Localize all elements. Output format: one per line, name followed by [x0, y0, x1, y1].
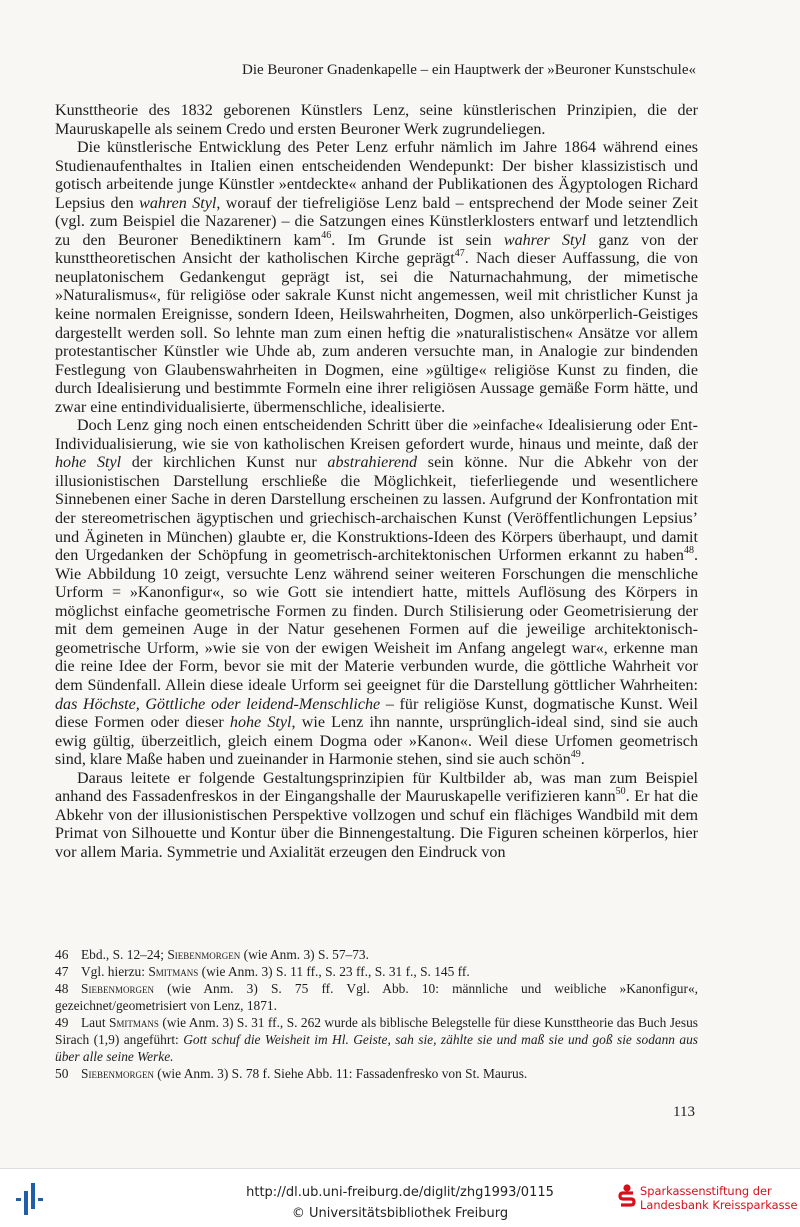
footnote-number: 48 [55, 981, 69, 996]
italic-emphasis: das Höchste, Göttliche oder leidend-Menschliche [55, 695, 381, 713]
author-name: Siebenmorgen [81, 1066, 154, 1081]
footnote-number: 47 [55, 964, 69, 979]
italic-emphasis: hohe Styl [55, 454, 122, 472]
sponsor-line-1: Sparkassenstiftung der [640, 1184, 772, 1198]
footnote [55, 946, 698, 963]
copyright-notice: © Universitätsbibliothek Freiburg [291, 1206, 509, 1221]
author-name: Smitmans [108, 1015, 159, 1030]
italic-emphasis: wahrer Styl [503, 231, 587, 249]
footnote-reference: 47 [454, 248, 465, 260]
text-run: (wie Anm. 3) S. 31 ff., S. 262 wurde als biblische Belegstelle für diese Kunsttheorie das Buch Jesus Sirach (1,9) angeführt: [55, 1015, 698, 1047]
text-run: – für religiöse Kunst, dogmatische Kunst. Weil diese Formen oder dieser [55, 695, 698, 732]
footnote-reference: 49 [570, 749, 581, 761]
text-run: Vgl. hierzu: [81, 964, 149, 979]
footnote [55, 1014, 698, 1065]
footnote-reference: 50 [615, 786, 626, 798]
document-url-link[interactable]: http://dl.ub.uni-freiburg.de/diglit/zhg1993/0115 [246, 1185, 554, 1200]
footnote [55, 963, 698, 980]
footnote [55, 1065, 698, 1082]
text-run: . [580, 751, 585, 769]
body-paragraph [55, 102, 698, 139]
italic-emphasis: Gott schuf die Weisheit im Hl. Geiste, sah sie, zählte sie und maß sie und goß sie sodann aus über alle seine Werke. [55, 1032, 699, 1064]
italic-emphasis: abstrahierend [327, 454, 418, 472]
page-number: 113 [673, 1104, 695, 1120]
footnote-number: 49 [55, 1015, 69, 1030]
author-name: Siebenmorgen [167, 947, 241, 962]
text-run: Die künstlerische Entwicklung des Peter Lenz erfuhr nämlich im Jahre 1864 während eines Studienaufenthaltes in Italien einen entscheidenden Wendepunkt: Der bisher klassizistisch und gotisch arbeitende junge Künstler »entdeckte« anhand der Publikationen des Ägyptologen Richard Lepsius den [55, 139, 698, 212]
text-run: sein könne. Nur die Abkehr von der illusionistischen Darstellung erschließe die Möglichkeit, tieferliegende und wesentlichere Sinnebenen einer Sache in deren Darstellung erscheinen zu lassen. Aufgrund der Konfrontation mit der stereometrischen ägyptischen und griechisch-archaischen Kunst (Veröffentlichungen Lepsius’ und Ägineten in München) glaubte er, die Konstruktions-Ideen des Körpers überhaupt, und damit den Urgedanken der Schöpfung in geometrisch-architektonischen Urformen erkannt zu haben [55, 454, 698, 565]
text-run: Laut [81, 1015, 109, 1030]
text-run: . Wie Abbildung 10 zeigt, versuchte Lenz während seiner weiteren Forschungen die menschliche Urform = »Kanonfigur«, so wie Gott sie intendiert hatte, mittels Auflösung des Körpers in möglichst einfache geometrische Formen zu finden. Durch Stilisierung oder Geometrisierung der mit dem gemeinen Auge in der Natur gesehenen Formen auf die jeweilige architektonisch-geometrische Urform, »wie sie von der ewigen Weisheit im Anfang angelegt war«, erkenne man die reine Idee der Form, bevor sie mit der Materie verbunden wurde, die göttliche Wahrheit vor dem Sündenfall. Allein diese ideale Urform sei geeignet für die Darstellung göttlicher Wahrheiten: [55, 547, 698, 694]
viewer-footer [0, 1168, 800, 1227]
body-paragraph [55, 417, 698, 769]
text-run: , worauf der tiefreligiöse Lenz bald – entsprechend der Mode seiner Zeit (vgl. zum Beispiel die Nazarener) – die Satzungen eines Künstlerklosters entwarf und letztendlich zu den Beuroner Benediktinern kam [55, 194, 698, 249]
text-run: , wie Lenz ihn nannte, ursprünglich-ideal sind, sind sie auch ewig gültig, überzeitlich, gleich einem Dogma oder »Kanon«. Weil diese Urfomen geometrisch sind, klare Maße haben und zueinander in Harmonie stehen, sind sie auch schön [55, 714, 699, 769]
footnote [55, 980, 698, 1014]
text-run: Doch Lenz ging noch einen entscheidenden Schritt über die »einfache« Idealisierung oder Ent-Individualisierung, wie sie von katholischen Kreisen gefordert wurde, hinaus und meinte, daß der [55, 417, 698, 453]
italic-emphasis: wahren Styl [139, 194, 217, 212]
text-run: (wie Anm. 3) S. 78 f. Siehe Abb. 11: Fassadenfresko von St. Maurus. [153, 1066, 528, 1081]
footnote-reference: 48 [683, 545, 694, 557]
body-paragraph [55, 139, 698, 417]
sparkasse-logo-icon [618, 1183, 636, 1209]
sponsor-text [640, 1184, 797, 1212]
footnote-reference: 46 [321, 229, 332, 241]
footnote-number: 46 [55, 947, 69, 962]
author-name: Smitmans [148, 964, 199, 979]
text-run: . Nach dieser Auffassung, die von neuplatonischem Gedankengut geprägt ist, sei die Naturnachahmung, der mimetische »Naturalismus«, für religiöse oder sakrale Kunst nicht angemessen, weil mit christlicher Kunst ja keine normalen Ereignisse, sondern Ideen, Heilswahrheiten, Dogmen, also unkörperlich-Geistiges dargestellt werden soll. So lehnte man zum einen heftig die »naturalistischen« Ansätze vor allem protestantischer Künstler wie Uhde ab, zum anderen versuchte man, in Analogie zur bindenden Festlegung von Glaubenswahrheiten in Dogmen, eine »gültige« religiöse Kunst zu finden, die durch Idealisierung und bestimmte Formeln eine ihrer religiösen Aussage gemäße Form hätte, und zwar eine entindividualisierte, übermenschliche, idealisierte. [55, 250, 698, 416]
text-run: (wie Anm. 3) S. 11 ff., S. 23 ff., S. 31 f., S. 145 ff. [198, 964, 470, 979]
text-run: . Er hat die Abkehr von der illusionistischen Perspektive vollzogen und schuf ein flächiges Wandbild mit dem Primat von Silhouette und Kontur über die Binnengestaltung. Die Figuren scheinen körperlos, hier vor allem Maria. Symmetrie und Axialität erzeugen den Eindruck von [55, 788, 698, 861]
text-run: (wie Anm. 3) S. 57–73. [240, 947, 369, 962]
footnote-number: 50 [55, 1066, 69, 1081]
running-head: Die Beuroner Gnadenkapelle – ein Hauptwerk der »Beuroner Kunstschule« [241, 62, 696, 78]
text-run: Kunsttheorie des 1832 geborenen Künstlers Lenz, seine künstlerischen Prinzipien, die der Mauruskapelle als seinem Credo und ersten Beuroner Werk zugrundeliegen. [55, 102, 698, 138]
italic-emphasis: hohe Styl [229, 714, 292, 732]
text-run: der kirchlichen Kunst nur [121, 454, 328, 472]
body-text [55, 102, 698, 862]
text-run: (wie Anm. 3) S. 75 ff. Vgl. Abb. 10: männliche und weibliche »Kanonfigur«, gezeichnet/geometrisiert von Lenz, 1871. [55, 981, 698, 1013]
text-run: Daraus leitete er folgende Gestaltungsprinzipien für Kultbilder ab, was man zum Beispiel anhand des Fassadenfreskos in der Eingangshalle der Mauruskapelle verifizieren kann [55, 769, 698, 806]
author-name: Siebenmorgen [81, 981, 154, 996]
body-paragraph [55, 770, 698, 863]
text-run: Ebd., S. 12–24; [81, 947, 168, 962]
footnotes [55, 946, 698, 1082]
sponsor-line-2: Landesbank Kreissparkasse [640, 1198, 798, 1212]
text-run: ganz von der kunsttheoretischen Ansicht der katholischen Kirche geprägt [55, 231, 698, 268]
text-run: . Im Grunde ist sein [331, 231, 504, 249]
